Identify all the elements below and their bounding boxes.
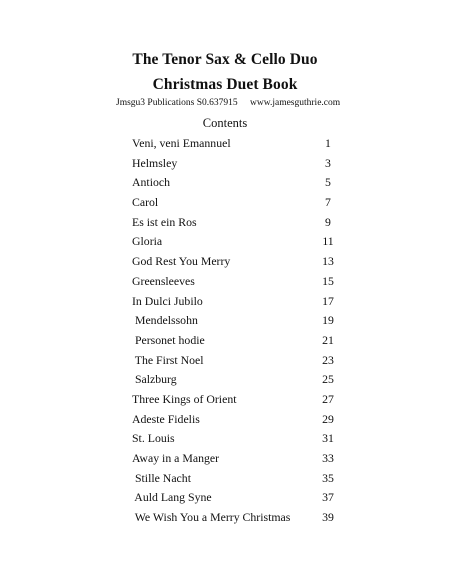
- toc-entry: [0, 134, 450, 154]
- toc-entry: [0, 272, 450, 292]
- toc-entry-title: The First Noel: [132, 352, 204, 367]
- table-of-contents: [0, 134, 450, 528]
- toc-entry-title: Gloria: [132, 234, 163, 249]
- toc-entry-page-number: 1: [325, 136, 331, 150]
- toc-entry-page-number: 9: [325, 214, 331, 229]
- publisher-code: Jmsgu3 Publications S0.637915: [116, 98, 238, 108]
- book-title: The Tenor Sax & Cello Duo: [132, 51, 318, 68]
- toc-entry: [0, 429, 450, 449]
- toc-entry: [0, 193, 450, 213]
- toc-entry-page-number: 29: [322, 411, 334, 426]
- toc-entry-title: Greensleeves: [132, 273, 195, 288]
- toc-entry: [0, 311, 450, 331]
- book-subtitle: Christmas Duet Book: [152, 76, 298, 93]
- toc-entry: [0, 173, 450, 193]
- toc-entry-page-number: 37: [322, 490, 334, 505]
- toc-entry-title: Salzburg: [132, 372, 177, 387]
- toc-entry-title: Personet hodie: [132, 332, 205, 347]
- toc-entry-page-number: 17: [322, 293, 334, 308]
- toc-entry-page-number: 19: [322, 313, 334, 328]
- toc-entry-page-number: 7: [325, 195, 331, 210]
- toc-entry-title: St. Louis: [132, 431, 175, 446]
- toc-entry-page-number: 33: [322, 451, 334, 465]
- toc-entry-title: Antioch: [132, 175, 171, 190]
- toc-entry-page-number: 39: [322, 510, 334, 525]
- toc-entry: [0, 154, 450, 174]
- toc-entry: [0, 292, 450, 312]
- toc-entry-page-number: 21: [322, 332, 334, 347]
- toc-entry-page-number: 27: [322, 391, 334, 406]
- toc-entry: [0, 488, 450, 508]
- toc-entry-page-number: 3: [325, 155, 331, 170]
- toc-entry: [0, 370, 450, 390]
- toc-entry: [0, 508, 450, 528]
- contents-heading: Contents: [202, 116, 248, 130]
- website-link: www.jamesguthrie.com: [250, 98, 341, 108]
- toc-entry: [0, 252, 450, 272]
- toc-entry-title: Away in a Manger: [132, 451, 220, 465]
- toc-entry-title: Mendelssohn: [132, 313, 198, 328]
- toc-entry-page-number: 35: [322, 470, 334, 485]
- toc-entry: [0, 449, 450, 469]
- toc-entry-title: Helmsley: [132, 155, 178, 170]
- toc-entry-page-number: 25: [322, 372, 334, 387]
- toc-entry-page-number: 11: [322, 234, 334, 249]
- toc-entry-page-number: 5: [325, 175, 331, 190]
- toc-entry-title: In Dulci Jubilo: [132, 293, 203, 308]
- toc-entry-title: God Rest You Merry: [132, 254, 231, 269]
- toc-entry: [0, 351, 450, 371]
- toc-entry: [0, 410, 450, 430]
- toc-entry-title: Auld Lang Syne: [132, 490, 212, 505]
- toc-entry-page-number: 13: [322, 254, 334, 269]
- toc-entry-title: We Wish You a Merry Christmas: [132, 510, 291, 525]
- toc-entry-title: Veni, veni Emannuel: [132, 136, 231, 150]
- toc-entry-page-number: 31: [322, 431, 334, 446]
- toc-entry-title: Adeste Fidelis: [132, 411, 200, 426]
- toc-entry-page-number: 15: [322, 273, 334, 288]
- toc-entry: [0, 331, 450, 351]
- toc-entry-page-number: 23: [322, 352, 334, 367]
- toc-entry-title: Three Kings of Orient: [132, 391, 237, 406]
- toc-entry-title: Es ist ein Ros: [132, 214, 197, 229]
- toc-entry: [0, 232, 450, 252]
- toc-entry: [0, 213, 450, 233]
- toc-entry-title: Carol: [132, 195, 159, 210]
- toc-entry: [0, 390, 450, 410]
- toc-entry: [0, 469, 450, 489]
- toc-entry-title: Stille Nacht: [132, 470, 191, 485]
